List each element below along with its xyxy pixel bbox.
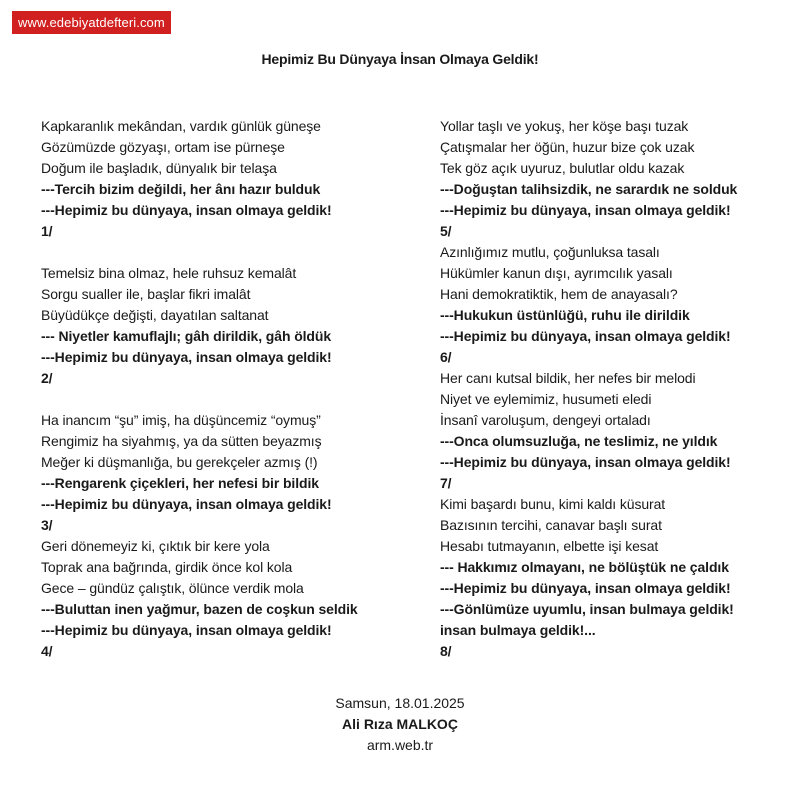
- poem-line: Geri dönemeyiz ki, çıktık bir kere yola: [41, 538, 270, 554]
- refrain-line: 8/: [440, 643, 452, 659]
- stanza-gap: [41, 242, 421, 263]
- poem-line: Bazısının tercihi, canavar başlı surat: [440, 517, 662, 533]
- refrain-line: --- Niyetler kamuflajlı; gâh dirildik, gâh öldük: [41, 328, 332, 344]
- poem-line: Hani demokratiktik, hem de anayasalı?: [440, 286, 678, 302]
- poem-line: Temelsiz bina olmaz, hele ruhsuz kemalât: [41, 265, 297, 281]
- refrain-line: 3/: [41, 517, 53, 533]
- refrain-line: ---Gönlümüze uyumlu, insan bulmaya geldik!: [440, 601, 734, 617]
- poem-line: İnsanî varoluşum, dengeyi ortaladı: [440, 412, 651, 428]
- poem-line: Hükümler kanun dışı, ayrımcılık yasalı: [440, 265, 673, 281]
- author-website: arm.web.tr: [366, 737, 434, 753]
- poem-line: Gece – gündüz çalıştık, ölünce verdik mola: [41, 580, 304, 596]
- poem-line: Tek göz açık uyuruz, bulutlar oldu kazak: [440, 160, 685, 176]
- poem-line: Ha inancım “şu” imiş, ha düşüncemiz “oymuş”: [41, 412, 321, 428]
- refrain-line: ---Tercih bizim değildi, her ânı hazır bulduk: [41, 181, 321, 197]
- site-watermark: www.edebiyatdefteri.com: [12, 11, 171, 34]
- refrain-line: ---Hepimiz bu dünyaya, insan olmaya geldik!: [440, 202, 731, 218]
- poem-line: Yollar taşlı ve yokuş, her köşe başı tuzak: [440, 118, 689, 134]
- refrain-line: ---Hepimiz bu dünyaya, insan olmaya geldik!: [41, 622, 332, 638]
- refrain-line: ---Hepimiz bu dünyaya, insan olmaya geldik!: [440, 454, 731, 470]
- poem-line: Azınlığımız mutlu, çoğunluksa tasalı: [440, 244, 660, 260]
- refrain-line: insan bulmaya geldik!...: [440, 622, 596, 638]
- refrain-line: 4/: [41, 643, 53, 659]
- poem-line: Toprak ana bağrında, girdik önce kol kola: [41, 559, 293, 575]
- refrain-line: ---Rengarenk çiçekleri, her nefesi bir bildik: [41, 475, 319, 491]
- refrain-line: ---Buluttan inen yağmur, bazen de coşkun seldik: [41, 601, 358, 617]
- refrain-line: ---Hukukun üstünlüğü, ruhu ile dirildik: [440, 307, 690, 323]
- refrain-line: ---Onca olumsuzluğa, ne teslimiz, ne yıldık: [440, 433, 718, 449]
- poem-line: Kimi başardı bunu, kimi kaldı küsurat: [440, 496, 666, 512]
- refrain-line: 1/: [41, 223, 53, 239]
- poem-line: Çatışmalar her öğün, huzur bize çok uzak: [440, 139, 695, 155]
- poem-line: Gözümüzde gözyaşı, ortam ise pürneşe: [41, 139, 285, 155]
- author-name: Ali Rıza MALKOÇ: [342, 716, 458, 732]
- refrain-line: ---Hepimiz bu dünyaya, insan olmaya geldik!: [440, 328, 731, 344]
- poem-line: Sorgu sualler ile, başlar fikri imalât: [41, 286, 251, 302]
- refrain-line: 7/: [440, 475, 452, 491]
- refrain-line: ---Hepimiz bu dünyaya, insan olmaya geldik!: [41, 496, 332, 512]
- poem-title: Hepimiz Bu Dünyaya İnsan Olmaya Geldik!: [261, 51, 539, 67]
- poem-footer: [0, 693, 800, 756]
- refrain-line: ---Hepimiz bu dünyaya, insan olmaya geldik!: [41, 202, 332, 218]
- refrain-line: 6/: [440, 349, 452, 365]
- poem-line: Büyüdükçe değişti, dayatılan saltanat: [41, 307, 269, 323]
- refrain-line: ---Hepimiz bu dünyaya, insan olmaya geldik!: [440, 580, 731, 596]
- stanza-gap: [41, 389, 421, 410]
- poem-line: Her canı kutsal bildik, her nefes bir melodi: [440, 370, 696, 386]
- refrain-line: 5/: [440, 223, 452, 239]
- poem-line: Kapkaranlık mekândan, vardık günlük güneşe: [41, 118, 321, 134]
- place-date: Samsun, 18.01.2025: [335, 695, 465, 711]
- poem-line: Hesabı tutmayanın, elbette işi kesat: [440, 538, 659, 554]
- refrain-line: ---Doğuştan talihsizdik, ne sarardık ne solduk: [440, 181, 738, 197]
- right-stanzas: [440, 116, 800, 662]
- poem-line: Niyet ve eylemimiz, husumeti eledi: [440, 391, 652, 407]
- refrain-line: --- Hakkımız olmayanı, ne bölüştük ne çaldık: [440, 559, 729, 575]
- refrain-line: ---Hepimiz bu dünyaya, insan olmaya geldik!: [41, 349, 332, 365]
- refrain-line: 2/: [41, 370, 53, 386]
- left-stanzas: [41, 116, 421, 662]
- poem-line: Meğer ki düşmanlığa, bu gerekçeler azmış (!): [41, 454, 318, 470]
- poem-line: Doğum ile başladık, dünyalık bir telaşa: [41, 160, 277, 176]
- poem-line: Rengimiz ha siyahmış, ya da sütten beyazmış: [41, 433, 322, 449]
